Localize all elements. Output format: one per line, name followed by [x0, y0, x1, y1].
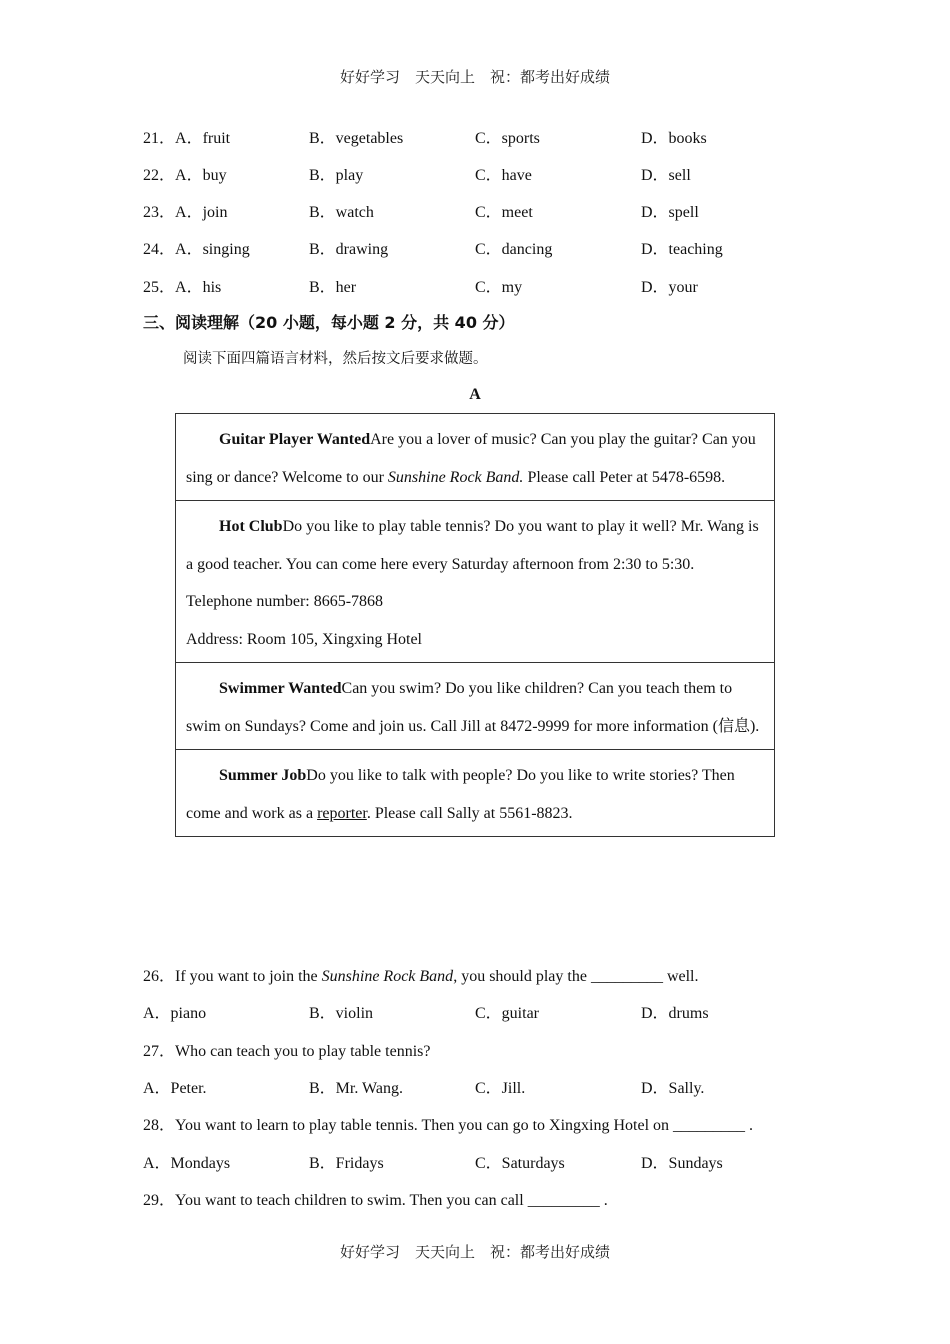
ad-phone: Telephone number: 8665-7868 — [186, 593, 384, 610]
option-c[interactable]: C．my — [475, 279, 523, 296]
option-c[interactable]: C．guitar — [475, 1005, 539, 1022]
ad-title: Summer Job — [219, 767, 307, 784]
option-d[interactable]: D．your — [641, 279, 698, 296]
ad-text: Do you like to talk with people? Do you like to write stories? Then come and work as a — [186, 767, 735, 822]
page-header: 好好学习 天天向上 祝：都考出好成绩 — [339, 68, 610, 86]
option-d[interactable]: D．teaching — [641, 241, 723, 258]
ad-text: Please call Peter at 5478-6598. — [523, 468, 726, 486]
section-instruction: 阅读下面四篇语言材料，然后按文后要求做题。 — [183, 351, 488, 367]
question-26-options — [0, 1000, 950, 1022]
question-29: 29．You want to teach children to swim. Then you can call _________ . — [143, 1192, 608, 1209]
option-a[interactable]: A．piano — [143, 1005, 207, 1022]
option-b[interactable]: B．watch — [309, 204, 374, 221]
option-d[interactable]: D．Sally. — [641, 1080, 705, 1097]
ad-title: Hot Club — [219, 518, 283, 535]
option-a[interactable]: 22．A．buy — [143, 167, 227, 184]
ad-swimmer — [176, 663, 774, 750]
question-28: 28．You want to learn to play table tennis. Then you can go to Xingxing Hotel on _________ . — [143, 1117, 754, 1134]
option-b[interactable]: B．drawing — [309, 241, 389, 258]
option-c[interactable]: C．Jill. — [475, 1080, 526, 1097]
passage-label: A — [469, 386, 481, 403]
question-27: 27．Who can teach you to play table tennis? — [143, 1043, 431, 1060]
question-27-options — [0, 1075, 950, 1097]
option-c[interactable]: C．meet — [475, 204, 533, 221]
ad-title: Swimmer Wanted — [219, 680, 342, 697]
cloze-option-row-23 — [0, 199, 950, 221]
question-28-options — [0, 1150, 950, 1172]
cloze-option-row-22 — [0, 162, 950, 184]
option-d[interactable]: D．books — [641, 130, 707, 147]
option-a[interactable]: 21．A．fruit — [143, 130, 231, 147]
option-a[interactable]: A．Peter. — [143, 1080, 207, 1097]
ad-hot-club — [176, 501, 774, 663]
option-b[interactable]: B．Mr. Wang. — [309, 1080, 403, 1097]
ad-text: Are you a lover of music? Can you play the guitar? Can you sing or dance? Welcome to our — [186, 431, 756, 486]
option-c[interactable]: C．Saturdays — [475, 1155, 565, 1172]
cloze-option-row-25 — [0, 274, 950, 296]
ad-address: Address: Room 105, Xingxing Hotel — [186, 630, 422, 648]
option-a[interactable]: 24．A．singing — [143, 241, 250, 258]
band-name: Sunshine Rock Band. — [387, 468, 524, 486]
option-c[interactable]: C．dancing — [475, 241, 553, 258]
ad-text: . Please call Sally at 5561-8823. — [366, 804, 573, 822]
option-a[interactable]: 25．A．his — [143, 279, 222, 296]
option-d[interactable]: D．spell — [641, 204, 699, 221]
ad-text: Do you like to play table tennis? Do you want to play it well? Mr. Wang is a good teacher. You can come here every Saturday afternoon from 2:30 to 5:30. — [186, 518, 759, 573]
option-d[interactable]: D．Sundays — [641, 1155, 723, 1172]
option-c[interactable]: C．sports — [475, 130, 540, 147]
ads-table — [175, 413, 775, 837]
option-a[interactable]: 23．A．join — [143, 204, 228, 221]
option-b[interactable]: B．her — [309, 279, 357, 296]
cloze-option-row-21 — [0, 125, 950, 147]
option-a[interactable]: A．Mondays — [143, 1155, 231, 1172]
page-footer: 好好学习 天天向上 祝：都考出好成绩 — [339, 1243, 610, 1261]
underlined-word: reporter — [317, 804, 367, 822]
ad-guitar-player — [176, 414, 774, 501]
option-c[interactable]: C．have — [475, 167, 532, 184]
ad-title: Guitar Player Wanted — [219, 431, 371, 448]
option-b[interactable]: B．play — [309, 167, 364, 184]
option-b[interactable]: B．Fridays — [309, 1155, 384, 1172]
option-d[interactable]: D．drums — [641, 1005, 709, 1022]
section-title: 三、阅读理解（20 小题，每小题 2 分，共 40 分） — [143, 313, 515, 332]
option-b[interactable]: B．vegetables — [309, 130, 404, 147]
option-b[interactable]: B．violin — [309, 1005, 374, 1022]
option-d[interactable]: D．sell — [641, 167, 691, 184]
ad-summer-job — [176, 750, 774, 836]
ad-text: Can you swim? Do you like children? Can you teach them to swim on Sundays? Come and join us. Call Jill at 8472-9999 for more information (信息). — [186, 680, 760, 735]
question-26: 26．If you want to join the Sunshine Rock Band, you should play the _________ well. — [143, 968, 699, 985]
cloze-option-row-24 — [0, 236, 950, 258]
